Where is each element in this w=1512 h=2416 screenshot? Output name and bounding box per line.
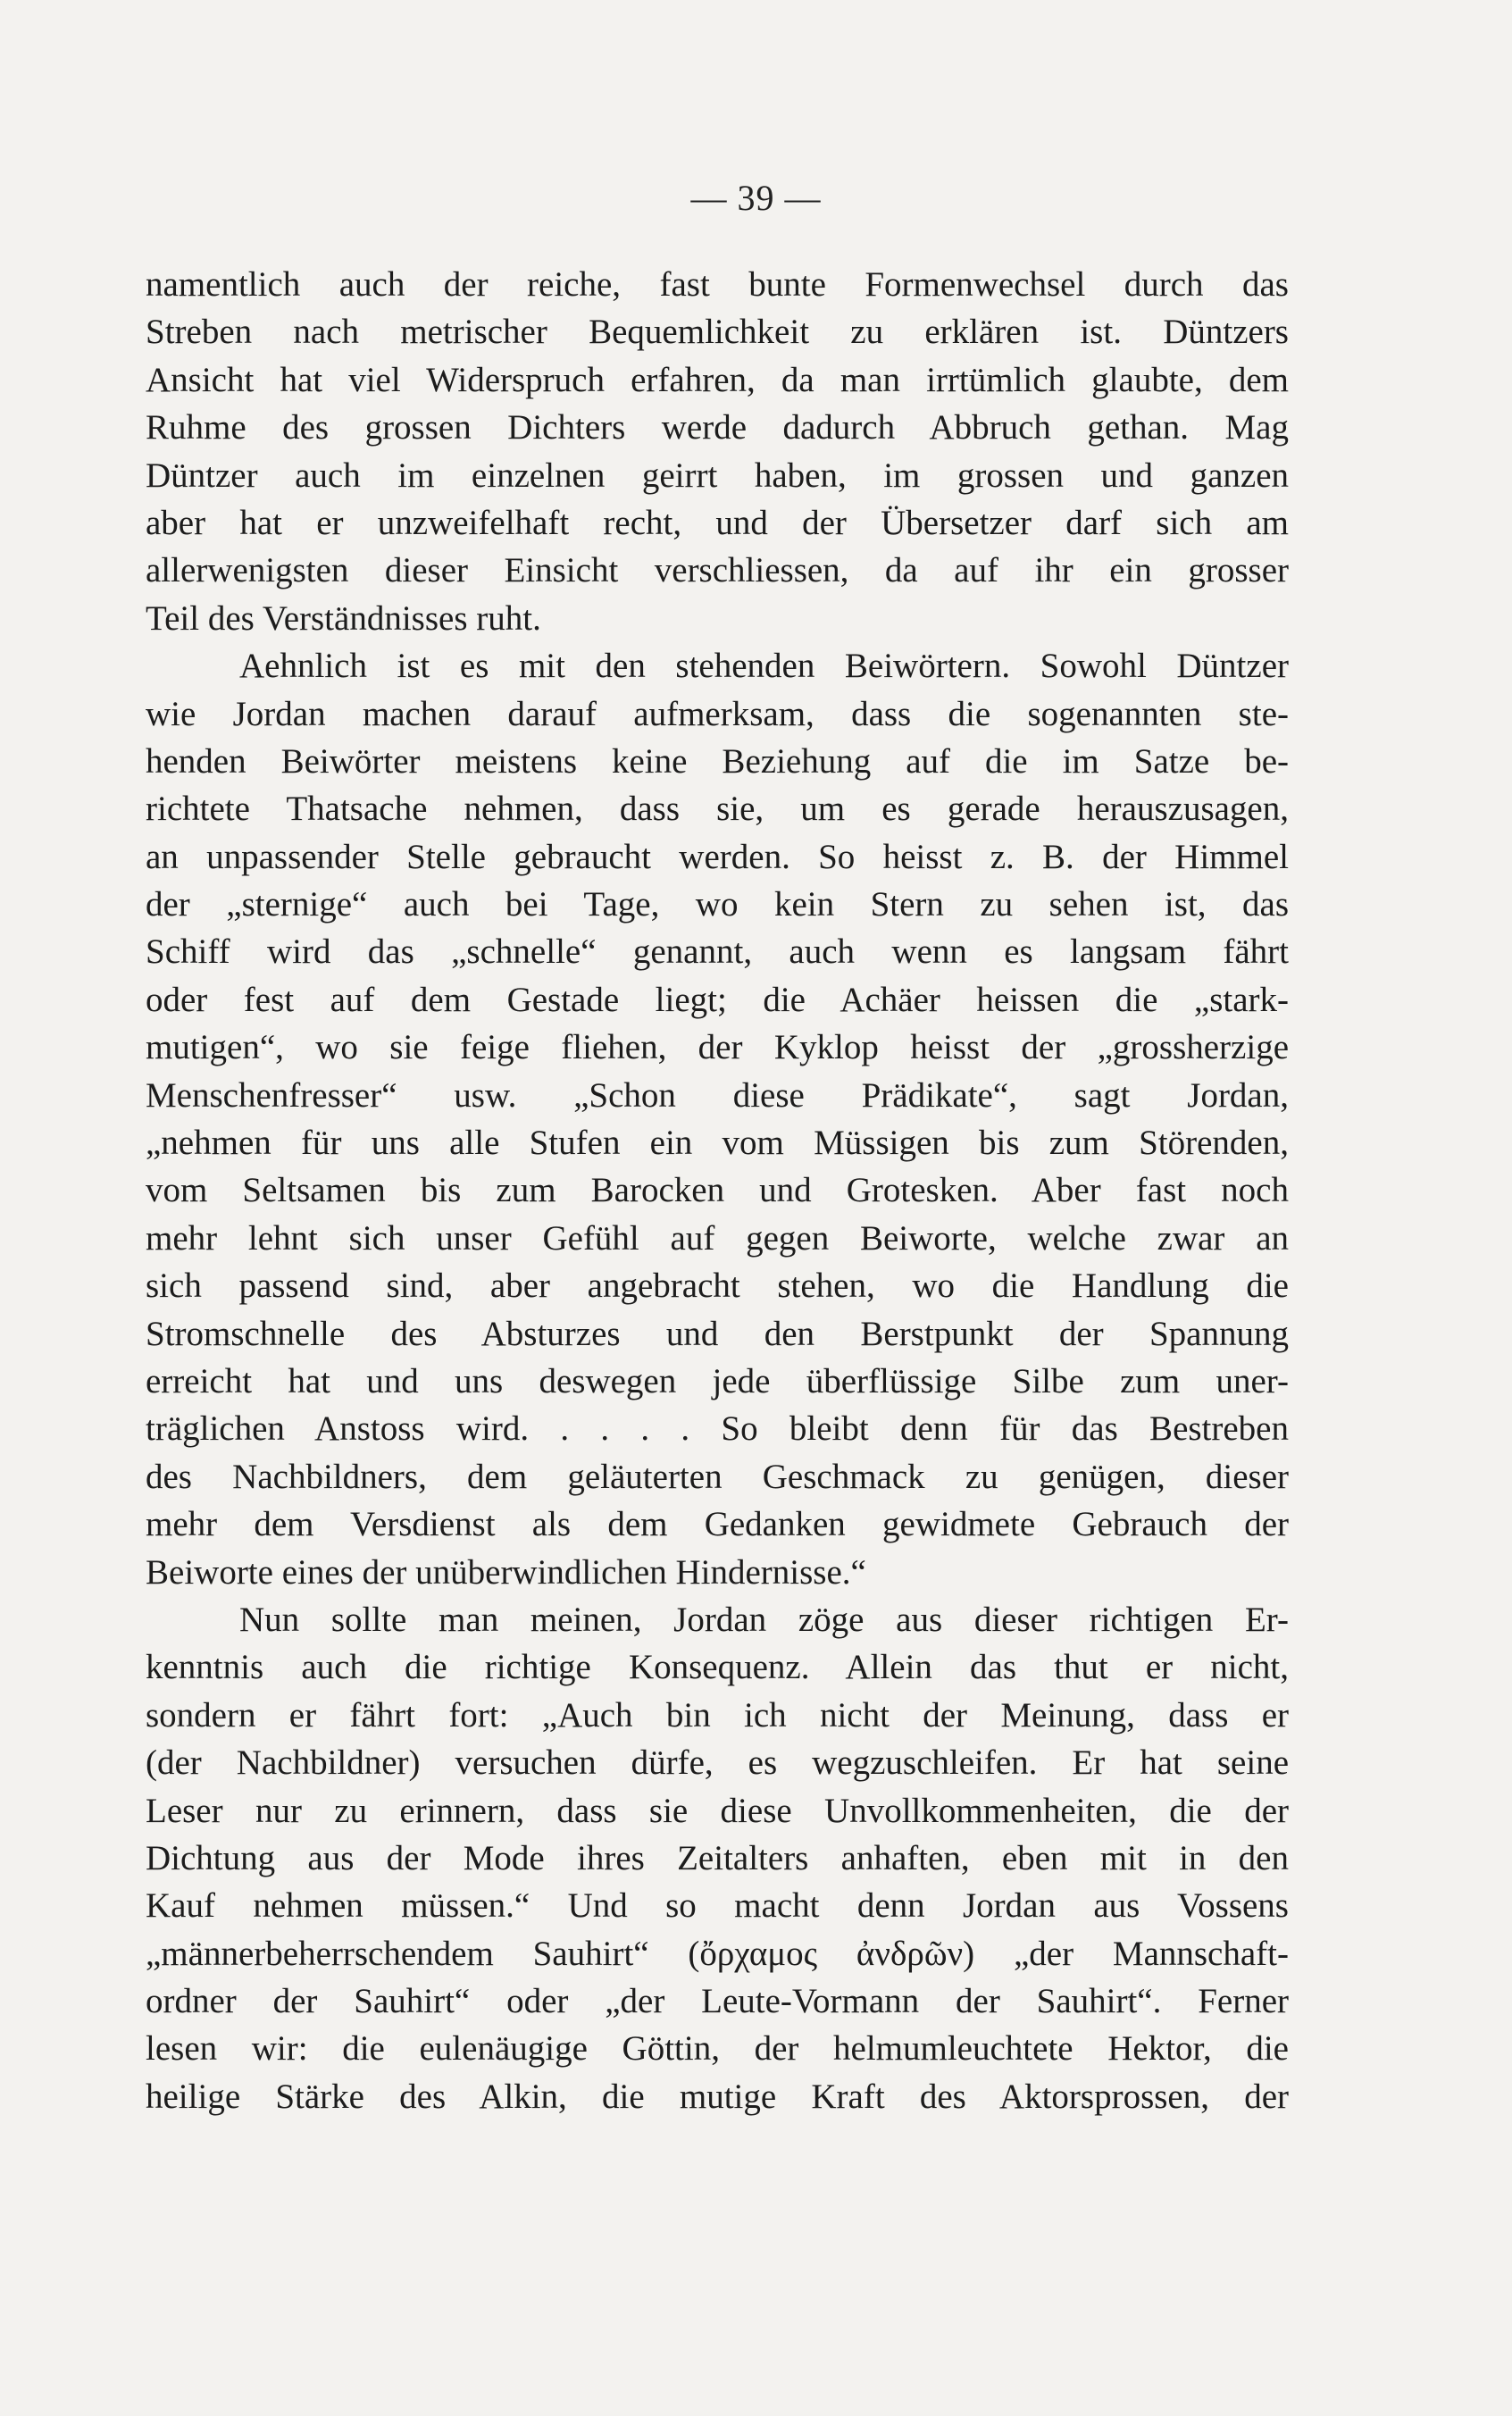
paragraph-start-line: Aehnlich ist es mit den stehenden Beiwörtern. Sowohl Düntzer — [239, 647, 1289, 686]
text-line: wie Jordan machen darauf aufmerksam, dass die sogenannten ste- — [146, 694, 1289, 733]
text-line: Leser nur zu erinnern, dass sie diese Unvollkommenheiten, die der — [146, 1791, 1289, 1830]
text-line: richtete Thatsache nehmen, dass sie, um es gerade herauszusagen, — [146, 790, 1289, 829]
text-line: (der Nachbildner) versuchen dürfe, es wegzuschleifen. Er hat seine — [146, 1743, 1289, 1783]
body-text — [146, 261, 1289, 2120]
text-line: kenntnis auch die richtige Konsequenz. Allein das thut er nicht, — [146, 1648, 1289, 1687]
text-line: sondern er fährt fort: „Auch bin ich nicht der Meinung, dass er — [146, 1695, 1289, 1735]
text-line: Düntzer auch im einzelnen geirrt haben, im grossen und ganzen — [146, 456, 1289, 495]
text-line: heilige Stärke des Alkin, die mutige Kraft des Aktorsprossen, der — [146, 2077, 1289, 2116]
paragraph-end-line: Teil des Verständnisses ruht. — [146, 598, 541, 638]
text-line: lesen wir: die eulenäugige Göttin, der helmumleuchtete Hektor, die — [146, 2029, 1289, 2069]
text-line: sich passend sind, aber angebracht stehen, wo die Handlung die — [146, 1267, 1289, 1306]
text-line: allerwenigsten dieser Einsicht verschliessen, da auf ihr ein grosser — [146, 551, 1289, 590]
text-line: Ansicht hat viel Widerspruch erfahren, da man irrtümlich glaubte, dem — [146, 360, 1289, 399]
text-line: henden Beiwörter meistens keine Beziehung auf die im Satze be- — [146, 741, 1289, 781]
text-line: Dichtung aus der Mode ihres Zeitalters anhaften, eben mit in den — [146, 1838, 1289, 1877]
text-line: ordner der Sauhirt“ oder „der Leute-Vormann der Sauhirt“. Ferner — [146, 1982, 1289, 2021]
page-number: — 39 — — [690, 178, 822, 218]
text-line: Kauf nehmen müssen.“ Und so macht denn Jordan aus Vossens — [146, 1886, 1289, 1926]
text-line: namentlich auch der reiche, fast bunte Formenwechsel durch das — [146, 265, 1289, 304]
text-line: Ruhme des grossen Dichters werde dadurch Abbruch gethan. Mag — [146, 408, 1289, 447]
paragraph-end-line: Beiworte eines der unüberwindlichen Hindernisse.“ — [146, 1552, 866, 1592]
text-line: an unpassender Stelle gebraucht werden. So heisst z. B. der Himmel — [146, 837, 1289, 876]
text-line: aber hat er unzweifelhaft recht, und der Übersetzer darf sich am — [146, 503, 1289, 542]
text-line: oder fest auf dem Gestade liegt; die Achäer heissen die „stark- — [146, 980, 1289, 1019]
text-line: träglichen Anstoss wird. . . . . So bleibt denn für das Bestreben — [146, 1409, 1289, 1449]
text-line: Streben nach metrischer Bequemlichkeit zu erklären ist. Düntzers — [146, 313, 1289, 352]
text-line: vom Seltsamen bis zum Barocken und Grotesken. Aber fast noch — [146, 1171, 1289, 1210]
paragraph-start-line: Nun sollte man meinen, Jordan zöge aus dieser richtigen Er- — [239, 1600, 1289, 1639]
text-line: erreicht hat und uns deswegen jede überflüssige Silbe zum uner- — [146, 1361, 1289, 1400]
text-line: Menschenfresser“ usw. „Schon diese Prädikate“, sagt Jordan, — [146, 1075, 1289, 1115]
text-line: mutigen“, wo sie feige fliehen, der Kyklop heisst der „grossherzige — [146, 1028, 1289, 1067]
text-line: mehr dem Versdienst als dem Gedanken gewidmete Gebrauch der — [146, 1505, 1289, 1544]
text-line: der „sternige“ auch bei Tage, wo kein Stern zu sehen ist, das — [146, 885, 1289, 924]
text-line: Schiff wird das „schnelle“ genannt, auch wenn es langsam fährt — [146, 932, 1289, 972]
text-line: Stromschnelle des Absturzes und den Berstpunkt der Spannung — [146, 1314, 1289, 1353]
text-line: des Nachbildners, dem geläuterten Geschmack zu genügen, dieser — [146, 1457, 1289, 1496]
text-line: „männerbeherrschendem Sauhirt“ (ὄρχαμος ἀνδρῶν) „der Mannschaft- — [146, 1934, 1289, 1973]
text-line: mehr lehnt sich unser Gefühl auf gegen Beiworte, welche zwar an — [146, 1218, 1289, 1258]
text-line: „nehmen für uns alle Stufen ein vom Müssigen bis zum Störenden, — [146, 1124, 1289, 1163]
